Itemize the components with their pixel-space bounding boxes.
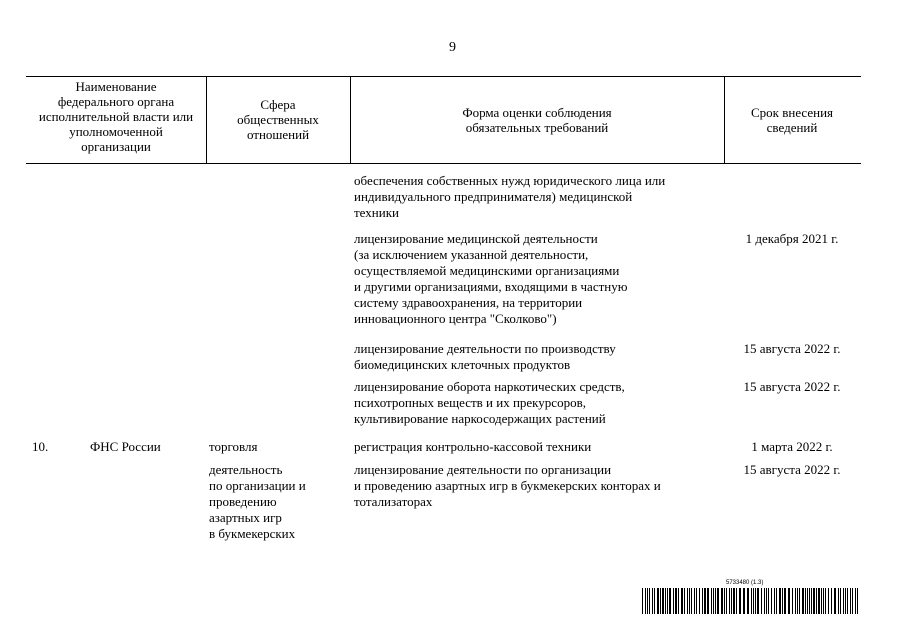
form-line: культивирование наркосодержащих растений xyxy=(354,411,606,426)
form-line: лицензирование деятельности по организации xyxy=(354,462,612,477)
header-divider-2 xyxy=(350,76,351,164)
row-4-number: 10. xyxy=(32,439,49,454)
header-agency: Наименование федерального органа исполнительной власти или уполномоченной организации xyxy=(38,79,194,154)
row-4-form: регистрация контрольно-кассовой техники xyxy=(354,439,592,454)
header-sphere: Сфера общественных отношений xyxy=(237,97,319,142)
row-4-sphere: торговля xyxy=(209,439,258,454)
page-number: 9 xyxy=(449,40,456,55)
form-line: лицензирование медицинской деятельности xyxy=(354,231,598,246)
table-top-rule xyxy=(26,76,861,77)
header-deadline: Срок внесения сведений xyxy=(750,105,834,135)
sphere-line: деятельность xyxy=(209,462,283,477)
sphere-line: в букмекерских xyxy=(209,526,296,541)
table-header-bottom-rule xyxy=(26,163,861,164)
table-row-2-form xyxy=(354,341,616,373)
header-assessment-form: Форма оценки соблюдения обязательных требований xyxy=(462,105,612,135)
row-5-deadline: 15 августа 2022 г. xyxy=(743,462,841,477)
form-line: (за исключением указанной деятельности, xyxy=(354,247,589,262)
form-line: индивидуального предпринимателя) медицинской xyxy=(354,189,633,204)
form-line: лицензирование оборота наркотических средств, xyxy=(354,379,625,394)
form-line: осуществляемой медицинскими организациями xyxy=(354,263,620,278)
form-line: и проведению азартных игр в букмекерских конторах и xyxy=(354,478,661,493)
table-row-3-form xyxy=(354,379,625,427)
form-line: и другими организациями, входящими в частную xyxy=(354,279,628,294)
sphere-line: по организации и xyxy=(209,478,306,493)
header-divider-1 xyxy=(206,76,207,164)
table-row-5-form xyxy=(354,462,661,510)
barcode-caption: 5733480 (1.3) xyxy=(726,580,764,586)
form-line: биомедицинских клеточных продуктов xyxy=(354,357,571,372)
sphere-line: проведению xyxy=(209,494,277,509)
sphere-line: азартных игр xyxy=(209,510,282,525)
form-line: обеспечения собственных нужд юридического лица или xyxy=(354,173,666,188)
table-row-5-sphere xyxy=(209,462,306,542)
header-divider-3 xyxy=(724,76,725,164)
form-line: лицензирование деятельности по производству xyxy=(354,341,616,356)
row-3-deadline: 15 августа 2022 г. xyxy=(743,379,841,394)
table-row-1-form xyxy=(354,231,627,327)
form-line: инновационного центра "Сколково") xyxy=(354,311,557,326)
form-line: тотализаторах xyxy=(354,494,433,509)
barcode-icon xyxy=(642,588,860,614)
row-2-deadline: 15 августа 2022 г. xyxy=(743,341,841,356)
form-line: техники xyxy=(354,205,399,220)
form-line: систему здравоохранения, на территории xyxy=(354,295,583,310)
row-1-deadline: 1 декабря 2021 г. xyxy=(745,231,839,246)
row-4-deadline: 1 марта 2022 г. xyxy=(751,439,833,454)
table-row-0-form xyxy=(354,173,665,221)
row-4-agency: ФНС России xyxy=(90,439,161,454)
form-line: психотропных веществ и их прекурсоров, xyxy=(354,395,586,410)
document-barcode xyxy=(642,580,860,614)
